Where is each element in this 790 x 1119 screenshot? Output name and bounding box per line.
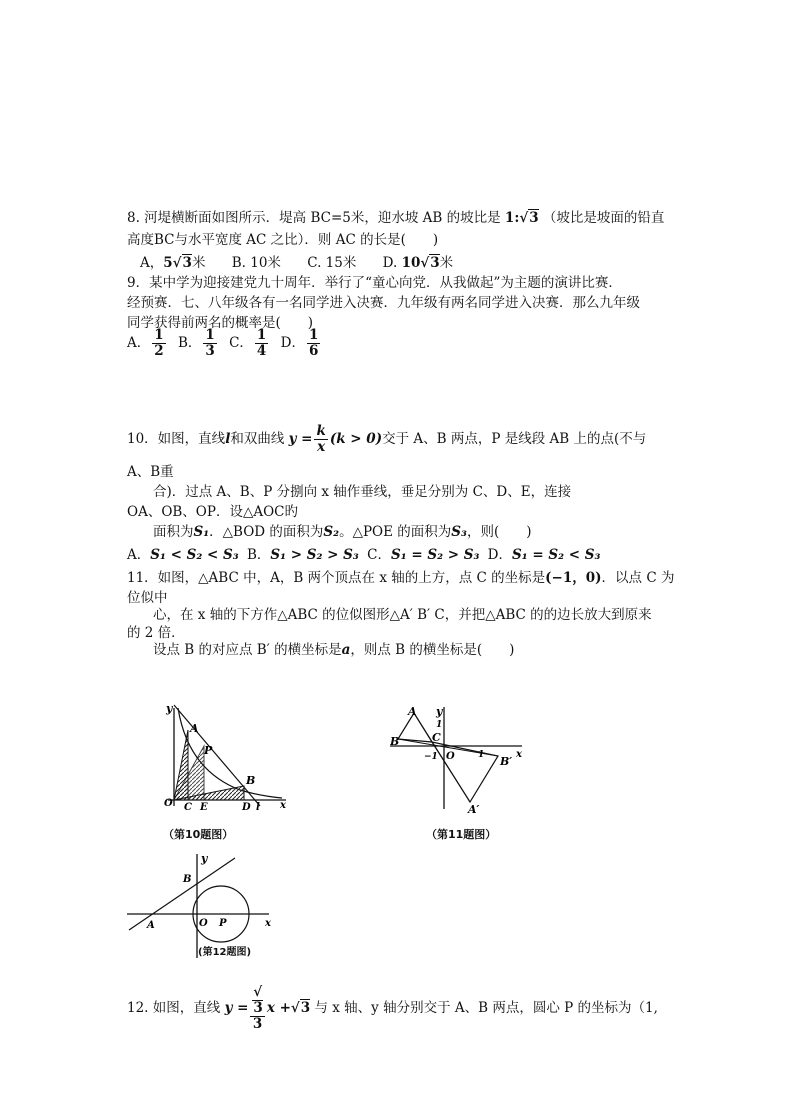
q11-line1: 11．如图，△ABC 中，A，B 两个顶点在 x 轴的上方，点 C 的坐标是(−1，0)．以点 C 为 xyxy=(127,570,675,586)
f11-label-a-prime: A′ xyxy=(468,803,480,815)
f12-label-y: y xyxy=(201,852,208,865)
q9-line2: 经预赛．七、八年级各有一名同学进入决赛．九年级有两名同学进入决赛．那么九年级 xyxy=(127,295,640,311)
f11-label-a: A xyxy=(408,705,417,718)
caption-figure-12: (第12题图) xyxy=(198,947,252,958)
f12-label-o: O xyxy=(199,918,208,929)
q10-option-a[interactable]: A．S₁ < S₂ < S₃ xyxy=(127,547,239,563)
f11-label-1-x: 1 xyxy=(478,750,485,760)
q11-line3: 心，在 x 轴的下方作△ABC 的位似图形△A′ B′ C，并把△ABC 的的边长放大到原来 xyxy=(153,607,652,623)
q8-line1 xyxy=(127,208,664,228)
q9-line1: 9．某中学为迎接建党九十周年．举行了“童心向党．从我做起”为主题的演讲比赛． xyxy=(127,275,622,291)
f10-label-e: E xyxy=(200,802,208,810)
q10-line2: A、B重 xyxy=(127,464,174,480)
q9-option-a[interactable]: A． $\frac{1}{2}$ xyxy=(127,327,164,359)
f11-label-x: x xyxy=(516,749,522,760)
q8-option-d[interactable]: D. 10√3米 xyxy=(382,255,454,271)
q10-line3: 合)．过点 A、B、P 分捌向 x 轴作垂线，垂足分别为 C、D、E，连接 xyxy=(153,484,572,500)
q8-text: 8. 河堤横断面如图所示．堤高 BC=5米，迎水坡 AB 的坡比是 xyxy=(127,210,501,226)
q8-text-tail: （坡比是坡面的铅直 xyxy=(542,210,665,226)
f12-label-p: P xyxy=(219,918,227,929)
q10-option-b[interactable]: B．S₁ > S₂ > S₃ xyxy=(246,547,359,563)
q8-option-a[interactable]: A，5√3米 xyxy=(140,255,206,271)
q8-options xyxy=(140,253,453,273)
f10-label-y: y xyxy=(166,702,173,715)
f10-label-d: D xyxy=(242,802,251,810)
caption-figure-10: （第10题图） xyxy=(163,828,234,841)
q9-line3: 同学获得前两名的概率是( ) xyxy=(127,315,314,331)
q9-option-c[interactable]: C． $\frac{1}{4}$ xyxy=(229,327,267,359)
f11-label-b-prime: B′ xyxy=(500,755,513,768)
caption-figure-11: （第11题图） xyxy=(426,828,497,841)
q9-options xyxy=(127,328,322,359)
q10-options xyxy=(127,545,600,565)
q10-line5: 面积为S₁．△BOD 的面积为S₂。△POE 的面积为S₃，则( ) xyxy=(153,524,532,540)
figure-12 xyxy=(125,848,275,958)
q10-option-d[interactable]: D．S₁ = S₂ < S₃ xyxy=(487,547,601,563)
q10-option-c[interactable]: C．S₁ = S₂ > S₃ xyxy=(367,547,480,563)
q9-option-d[interactable]: D． $\frac{1}{6}$ xyxy=(280,327,319,359)
f10-label-b: B xyxy=(246,774,256,787)
f11-triangle-abc-prime xyxy=(432,742,498,802)
f11-label-o: O xyxy=(446,751,455,762)
f10-triangle-poe xyxy=(174,746,204,800)
figure-10 xyxy=(160,700,295,810)
f11-label-minus1: −1 xyxy=(424,752,438,762)
f11-label-b: B xyxy=(390,735,400,748)
figure-11 xyxy=(390,705,525,815)
f12-label-x: x xyxy=(265,918,271,929)
f12-label-b: B xyxy=(183,874,192,885)
f10-label-l: l xyxy=(256,802,260,810)
f10-label-a: A xyxy=(190,722,199,735)
f10-label-p: P xyxy=(204,744,213,757)
q8-ratio: 1: xyxy=(504,210,520,226)
f10-label-x: x xyxy=(280,800,286,810)
q9-option-b[interactable]: B． $\frac{1}{3}$ xyxy=(177,327,215,359)
q11-line2: 位似中 xyxy=(127,590,168,606)
q8-line2: 高度BC与水平宽度 AC 之比）．则 AC 的长是( ) xyxy=(127,232,439,248)
q8-ratio-sqrt: √3 xyxy=(519,210,539,226)
f10-label-c: C xyxy=(184,802,192,810)
q11-line4: 的 2 倍． xyxy=(127,625,185,641)
q10-line1: 10．如图，直线l和双曲线 y = $\frac{k}{x}$ (k > 0)交于 A、B 两点，P 是线段 AB 上的点(不与 xyxy=(127,423,647,455)
q11-line5: 设点 B 的对应点 B′ 的横坐标是a，则点 B 的横坐标是( ) xyxy=(153,642,515,658)
f12-label-a: A xyxy=(147,920,155,931)
q10-line4: OA、OB、OP．设△AOC旳 xyxy=(127,504,298,520)
f11-label-1-y: 1 xyxy=(436,720,443,730)
f11-label-c: C xyxy=(432,731,441,744)
q12-line1: 12. 如图，直线 y = √ 3 3 x +√3 与 x 轴、y 轴分别交于 A、B 两点，圆心 P 的坐标为（1, xyxy=(127,984,658,1032)
q8-option-b[interactable]: B. 10米 xyxy=(231,255,281,271)
f11-label-y: y xyxy=(436,705,443,718)
f10-label-o: O xyxy=(164,798,173,809)
q8-option-c[interactable]: C. 15米 xyxy=(307,255,357,271)
